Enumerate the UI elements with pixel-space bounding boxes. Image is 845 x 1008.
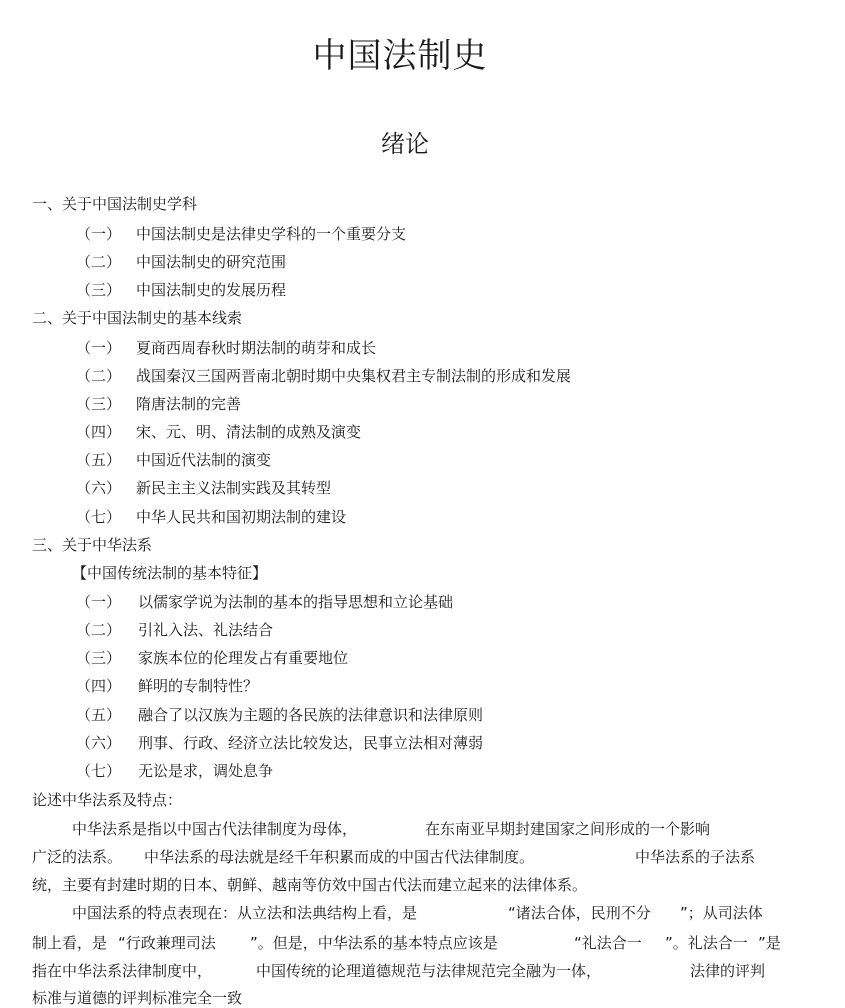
item-text: 宋、元、明、清法制的成熟及演变: [136, 423, 362, 441]
item-text: 新民主主义法制实践及其转型: [136, 479, 332, 497]
item-text: 家族本位的伦理发占有重要地位: [138, 649, 349, 667]
item-text: 鲜明的专制特性？: [138, 677, 259, 695]
essay-segment: 中国法系的特点表现在：从立法和法典结构上看，是: [72, 904, 418, 922]
item-number: （三）: [76, 649, 122, 667]
essay-segment: 中国传统的论理道德规范与法律规范完全融为一体，: [256, 962, 602, 980]
essay-heading: 论述中华法系及特点：: [32, 791, 183, 809]
section-heading: 二、关于中国法制史的基本线索: [32, 309, 243, 327]
section-heading: 一、关于中国法制史学科: [32, 195, 198, 213]
item-text: 隋唐法制的完善: [136, 395, 242, 413]
item-text: 引礼入法、礼法结合: [138, 621, 274, 639]
essay-segment: 中华法系是指以中国古代法律制度为母体，: [72, 820, 358, 838]
item-text: 中国法制史的发展历程: [136, 281, 287, 299]
item-number: （二）: [76, 367, 122, 385]
item-number: （六）: [76, 479, 122, 497]
item-text: 中国近代法制的演变: [136, 451, 272, 469]
essay-segment: 标准与道德的评判标准完全一致: [32, 989, 243, 1007]
essay-segment: “诸法合体，民刑不分: [508, 904, 651, 922]
item-number: （二）: [76, 253, 122, 271]
essay-segment: 中华法系的母法就是经千年积累而成的中国古代法律制度。: [144, 848, 535, 866]
item-number: （四）: [76, 423, 122, 441]
item-number: （二）: [76, 621, 122, 639]
chapter-title: 绪论: [381, 130, 429, 158]
essay-segment: “礼法合一: [574, 934, 642, 952]
essay-segment: ”。礼法合一: [665, 934, 748, 952]
essay-segment: 法律的评判: [690, 962, 766, 980]
item-number: （一）: [76, 339, 122, 357]
essay-segment: ”；从司法体: [680, 904, 763, 922]
essay-segment: 在东南亚早期封建国家之间形成的一个影响: [425, 820, 711, 838]
item-number: （五）: [76, 706, 122, 724]
section-heading: 三、关于中华法系: [32, 536, 153, 554]
essay-segment: 指在中华法系法律制度中，: [32, 962, 213, 980]
item-text: 中国法制史是法律史学科的一个重要分支: [136, 225, 407, 243]
item-number: （一）: [76, 225, 122, 243]
item-text: 夏商西周春秋时期法制的萌芽和成长: [136, 339, 377, 357]
essay-segment: ”是: [758, 934, 781, 952]
essay-segment: 广泛的法系。: [32, 848, 123, 866]
essay-segment: “行政兼理司法: [118, 934, 216, 952]
item-text: 中国法制史的研究范围: [136, 253, 287, 271]
item-number: （三）: [76, 395, 122, 413]
item-number: （一）: [76, 593, 122, 611]
essay-segment: 制上看，是: [32, 934, 108, 952]
item-text: 以儒家学说为法制的基本的指导思想和立论基础: [138, 593, 454, 611]
item-number: （五）: [76, 451, 122, 469]
section-subheading: 【中国传统法制的基本特征】: [72, 564, 268, 582]
item-text: 中华人民共和国初期法制的建设: [136, 508, 347, 526]
item-text: 战国秦汉三国两晋南北朝时期中央集权君主专制法制的形成和发展: [136, 367, 572, 385]
item-text: 无讼是求，调处息争: [138, 762, 274, 780]
essay-segment: 中华法系的子法系: [635, 848, 756, 866]
item-number: （七）: [76, 508, 122, 526]
item-text: 融合了以汉族为主题的各民族的法律意识和法律原则: [138, 706, 484, 724]
item-text: 刑事、行政、经济立法比较发达，民事立法相对薄弱: [138, 734, 484, 752]
item-number: （七）: [76, 762, 122, 780]
page-title: 中国法制史: [312, 36, 488, 76]
item-number: （三）: [76, 281, 122, 299]
item-number: （四）: [76, 677, 122, 695]
essay-segment: 统，主要有封建时期的日本、朝鲜、越南等仿效中国古代法而建立起来的法律体系。: [32, 876, 588, 894]
essay-segment: ”。但是，中华法系的基本特点应该是: [250, 934, 498, 952]
item-number: （六）: [76, 734, 122, 752]
